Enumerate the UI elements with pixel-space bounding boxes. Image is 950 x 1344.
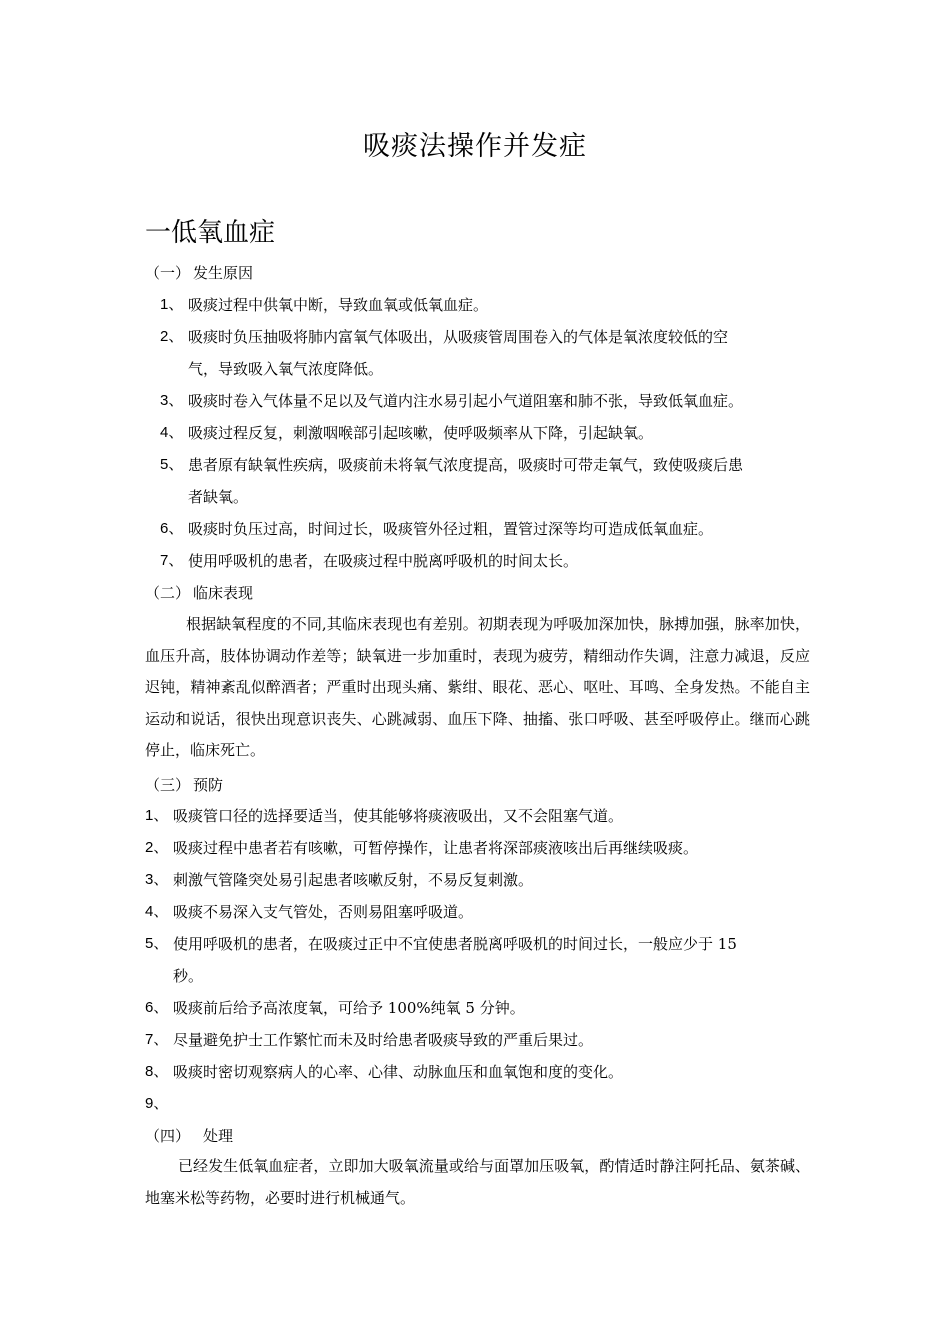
list-item-text: 患者原有缺氧性疾病，吸痰前未将氧气浓度提高，吸痰时可带走氧气，致使吸痰后患 xyxy=(188,456,744,474)
list-item-number: 5、 xyxy=(145,935,169,952)
list-item-text-continued: 气，导致吸入氧气浓度降低。 xyxy=(188,360,384,378)
list-item-text: 使用呼吸机的患者，在吸痰过正中不宜使患者脱离呼吸机的时间过长，一般应少于 15 xyxy=(173,935,737,953)
subsection-clinical-label xyxy=(145,582,253,603)
subsection-title: 预防 xyxy=(193,776,224,794)
list-item-text: 吸痰过程中供氧中断，导致血氧或低氧血症。 xyxy=(188,296,489,314)
list-item xyxy=(145,1056,810,1088)
list-item xyxy=(160,289,810,321)
list-item xyxy=(160,385,810,417)
list-item xyxy=(160,417,810,449)
list-item-number: 2、 xyxy=(160,328,184,345)
list-item-number: 1、 xyxy=(145,807,169,824)
subsection-title: 处理 xyxy=(203,1127,234,1145)
subsection-title: 发生原因 xyxy=(193,264,254,282)
list-item-text: 刺激气管隆突处易引起患者咳嗽反射，不易反复刺激。 xyxy=(173,871,534,889)
list-item-number: 2、 xyxy=(145,839,169,856)
list-item xyxy=(145,1024,810,1056)
list-item-number: 9、 xyxy=(145,1095,169,1112)
subsection-treatment-label xyxy=(145,1125,233,1146)
list-item xyxy=(160,321,810,385)
list-item-text-continued: 者缺氧。 xyxy=(188,488,249,506)
list-item-number: 3、 xyxy=(160,392,184,409)
list-item-text: 吸痰过程中患者若有咳嗽，可暂停操作，让患者将深部痰液咳出后再继续吸痰。 xyxy=(173,839,699,857)
subsection-number: （一） xyxy=(145,264,191,282)
list-item xyxy=(160,545,810,577)
list-item xyxy=(145,1088,810,1120)
list-item xyxy=(160,513,810,545)
subsection-prevention-label xyxy=(145,774,223,795)
treatment-paragraph: 已经发生低氧血症者，立即加大吸氧流量或给与面罩加压吸氧，酌情适时静注阿托品、氨茶碱、地塞米松等药物，必要时进行机械通气。 xyxy=(145,1157,810,1207)
list-item-text: 吸痰过程反复，刺激咽喉部引起咳嗽，使呼吸频率从下降，引起缺氧。 xyxy=(188,424,654,442)
list-item-number: 6、 xyxy=(145,999,169,1016)
list-item-text: 吸痰时卷入气体量不足以及气道内注水易引起小气道阻塞和肺不张，导致低氧血症。 xyxy=(188,392,744,410)
subsection-number: （四） xyxy=(145,1127,191,1145)
list-item-number: 4、 xyxy=(145,903,169,920)
subsection-cause-label xyxy=(145,262,253,283)
list-item xyxy=(145,928,810,992)
list-item-number: 7、 xyxy=(145,1031,169,1048)
clinical-paragraph: 根据缺氧程度的不同,其临床表现也有差别。初期表现为呼吸加深加快，脉搏加强，脉率加快，血压升高，肢体协调动作差等；缺氧进一步加重时，表现为疲劳，精细动作失调，注意力减退，反应迟钝，精神紊乱似醉酒者；严重时出现头痛、紫绀、眼花、恶心、呕吐、耳鸣、全身发热。不能自主运动和说话，很快出现意识丧失、心跳减弱、血压下降、抽搐、张口呼吸、甚至呼吸停止。继而心跳停止，临床死亡。 xyxy=(145,615,810,759)
subsection-title: 临床表现 xyxy=(193,584,254,602)
list-item xyxy=(145,864,810,896)
section-heading-hypoxemia: 一低氧血症 xyxy=(145,218,276,248)
list-item xyxy=(160,449,810,513)
list-item-text: 尽量避免护士工作繁忙而未及时给患者吸痰导致的严重后果过。 xyxy=(173,1031,594,1049)
list-item-number: 6、 xyxy=(160,520,184,537)
list-item-text: 吸痰不易深入支气管处，否则易阻塞呼吸道。 xyxy=(173,903,474,921)
document-title: 吸痰法操作并发症 xyxy=(363,131,587,162)
list-item-text-continued: 秒。 xyxy=(173,967,204,985)
list-item-number: 7、 xyxy=(160,552,184,569)
list-item-number: 8、 xyxy=(145,1063,169,1080)
list-item-text: 吸痰管口径的选择要适当，使其能够将痰液吸出，又不会阻塞气道。 xyxy=(173,807,624,825)
list-item-number: 1、 xyxy=(160,296,184,313)
list-item xyxy=(145,832,810,864)
list-item-text: 吸痰时负压抽吸将肺内富氧气体吸出，从吸痰管周围卷入的气体是氧浓度较低的空 xyxy=(188,328,729,346)
list-item xyxy=(145,800,810,832)
subsection-number: （三） xyxy=(145,776,191,794)
subsection-number: （二） xyxy=(145,584,191,602)
list-item-text: 吸痰时负压过高，时间过长，吸痰管外径过粗，置管过深等均可造成低氧血症。 xyxy=(188,520,714,538)
list-item-number: 5、 xyxy=(160,456,184,473)
list-item-number: 4、 xyxy=(160,424,184,441)
list-item xyxy=(145,896,810,928)
list-item xyxy=(145,992,810,1024)
list-item-number: 3、 xyxy=(145,871,169,888)
list-item-text: 吸痰前后给予高浓度氧，可给予 100%纯氧 5 分钟。 xyxy=(173,999,525,1017)
list-item-text: 吸痰时密切观察病人的心率、心律、动脉血压和血氧饱和度的变化。 xyxy=(173,1063,624,1081)
list-item-text: 使用呼吸机的患者，在吸痰过程中脱离呼吸机的时间太长。 xyxy=(188,552,579,570)
